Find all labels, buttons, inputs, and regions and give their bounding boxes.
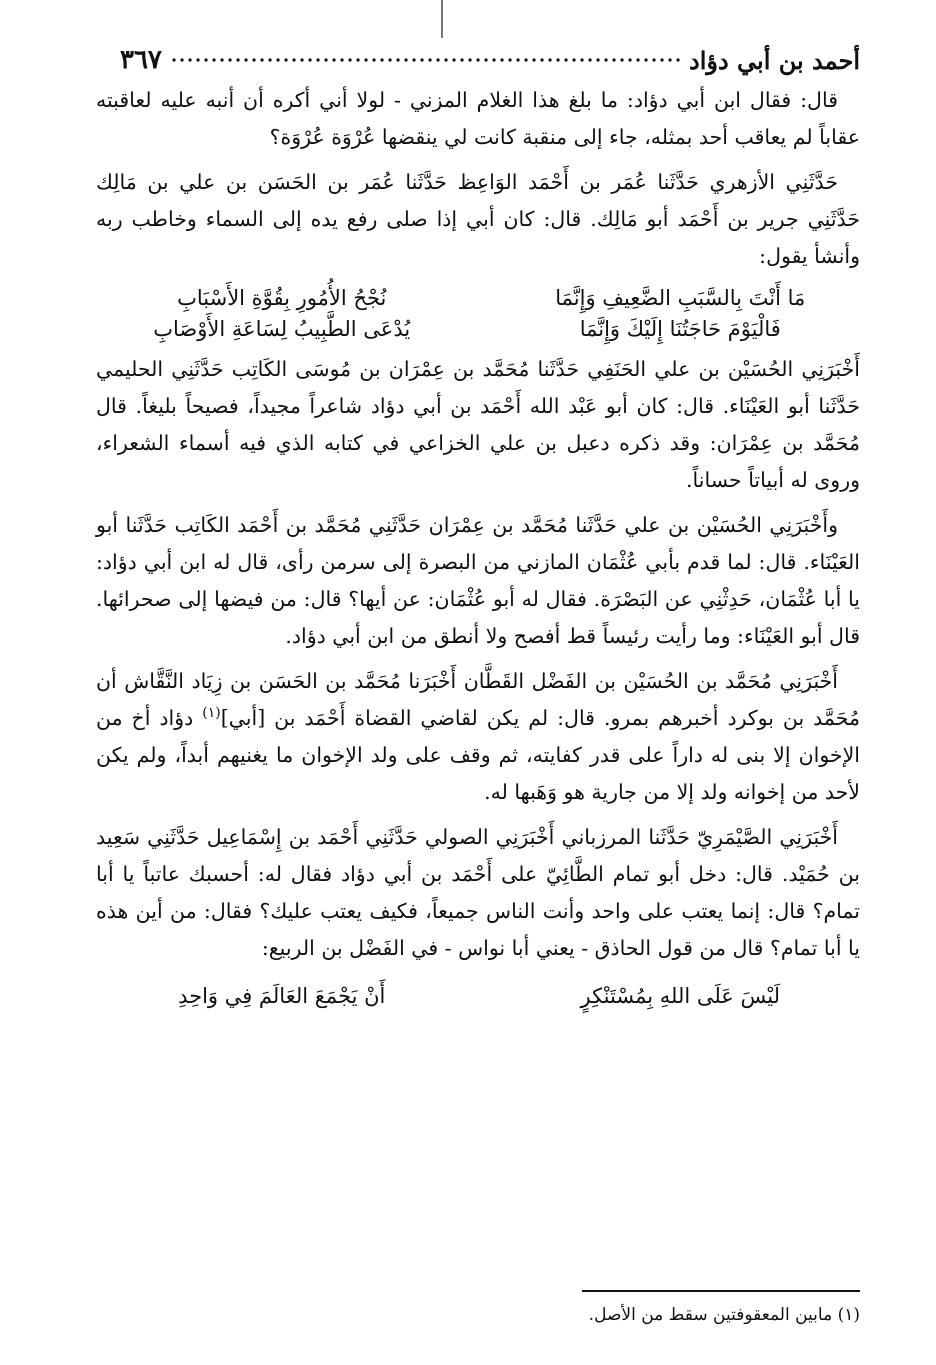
paragraph-5-end: دؤاد أخ من الإخوان إلا بنى له داراً على قدر كفايته، ثم وقف على ولد الإخوان ما يغنيهم أبداً، ولم يكن لأحد من إخوانه ولد إلا من جارية هو وَهَبها له.	[96, 706, 860, 804]
paragraph-2: حَدَّثَنِي الأزهري حَدَّثَنا عُمَر بن أَحْمَد الوَاعِظ حَدَّثَنا عُمَر بن الحَسَن بن علي بن مَالِك حَدَّثَنِي جرير بن أَحْمَد أبو مَالِك. قال: كان أبي إذا صلى رفع يده إلى السماء وخاطب ربه وأنشأ يقول:	[96, 170, 860, 268]
paragraph-5	[96, 663, 860, 811]
footnote-divider	[582, 1290, 860, 1292]
running-header	[120, 40, 860, 80]
verse-line	[96, 283, 860, 314]
poem-2	[96, 981, 860, 1012]
paragraph-1: قال: فقال ابن أبي دؤاد: ما بلغ هذا الغلام المزني - لولا أني أكره أن أنبه عليه لعاقبته عقاباً لم يعاقب أحد بمثله، جاء إلى منقبة كانت لي ينقضها عُرْوَة عُرْوَة؟	[96, 88, 860, 149]
paragraph-4: وأَخْبَرَنِي الحُسَيْن بن علي حَدَّثَنا مُحَمَّد بن عِمْرَان حَدَّثَنِي مُحَمَّد بن أَحْمَد الكَاتِب حَدَّثَنا أبو العَيْنَاء. قال: لما قدم بأبي عُثْمَان المازني من البصرة إلى سرمن رأى، قال له ابن أبي دؤاد: يا أبا عُثْمَان، حَدِثْنِي عن البَصْرَة. فقال له أبو عُثْمَان: عن أيها؟ قال: من فيضها إلى صحرائها. قال أبو العَيْنَاء: وما رأيت رئيساً قط أفصح ولا أنطق من ابن أبي دؤاد.	[96, 513, 860, 648]
verse-line	[96, 314, 860, 345]
footnote: (١) مابين المعقوفتين سقط من الأصل.	[588, 1305, 860, 1325]
paragraph-6: أَخْبَرَنِي الصَّيْمَرِيّ حَدَّثَنا المرزباني أَخْبَرَنِي الصولي حَدَّثَنِي أَحْمَد بن إِسْمَاعِيل حَدَّثَنِي سَعِيد بن حُمَيْد. قال: دخل أبو تمام الطَّائِيّ على أَحْمَد بن أبي دؤاد فقال له: أحسبك عاتباً يا أبا تمام؟ قال: إنما يعتب على واحد وأنت الناس جميعاً، فكيف يعتب عليك؟ فقال: من أين هذه يا أبا تمام؟ قال من قول الحاذق - يعني أبا نواس - في الفَضْل بن الربيع:	[96, 825, 860, 960]
paragraph-3: أَخْبَرَنِي الحُسَيْن بن علي الحَنَفِي حَدَّثَنا مُحَمَّد بن عِمْرَان بن مُوسَى الكَاتِب حَدَّثَنِي الحليمي حَدَّثَنا أبو العَيْنَاء. قال: كان أبو عَبْد الله أَحْمَد بن أبي دؤاد شاعراً مجيداً، فصيحاً بليغاً. قال مُحَمَّد بن عِمْرَان: وقد ذكره دعبل بن علي الخزاعي في كتابه الذي فيه أسماء الشعراء، وروى له أبياتاً حساناً.	[96, 357, 860, 492]
verse-first-hemistich: لَيْسَ عَلَى اللهِ بِمُسْتَنْكِرٍ	[580, 984, 781, 1008]
verse-second-hemistich: يُدْعَى الطَّبِيبُ لِسَاعَةِ الأَوْصَابِ	[153, 317, 411, 341]
verse-first-hemistich: فَالْيَوْمَ حَاجَتُنَا إِلَيْكَ وَإِنَّمَا	[579, 317, 781, 341]
main-text	[96, 82, 860, 1018]
verse-second-hemistich: نُجْحُ الأُمُورِ بِقُوَّةِ الأَسْبَابِ	[177, 286, 387, 310]
verse-second-hemistich: أَنْ يَجْمَعَ العَالَمَ فِي وَاحِدِ	[178, 984, 386, 1008]
paragraph-5-start: أَخْبَرَنِي مُحَمَّد بن الحُسَيْن بن الفَضْل القَطَّان أَخْبَرَنا مُحَمَّد بن الحَسَن بن زِيَاد النَّقَّاش أن مُحَمَّد بن بوكرد أخبرهم بمرو. قال: لم يكن لقاضي القضاة أَحْمَد بن [أبي]	[96, 669, 860, 730]
poem-1	[96, 283, 860, 345]
verse-line	[96, 981, 860, 1012]
page-number: ٣٦٧	[120, 45, 162, 75]
footnote-marker: (١)	[202, 705, 221, 722]
verse-first-hemistich: مَا أَنْتَ بِالسَّبَبِ الضَّعِيفِ وَإِنَّمَا	[555, 286, 806, 310]
header-dot-leader	[170, 57, 681, 63]
binding-crease	[441, 0, 443, 38]
header-title: أحمد بن أبي دؤاد	[689, 45, 860, 75]
